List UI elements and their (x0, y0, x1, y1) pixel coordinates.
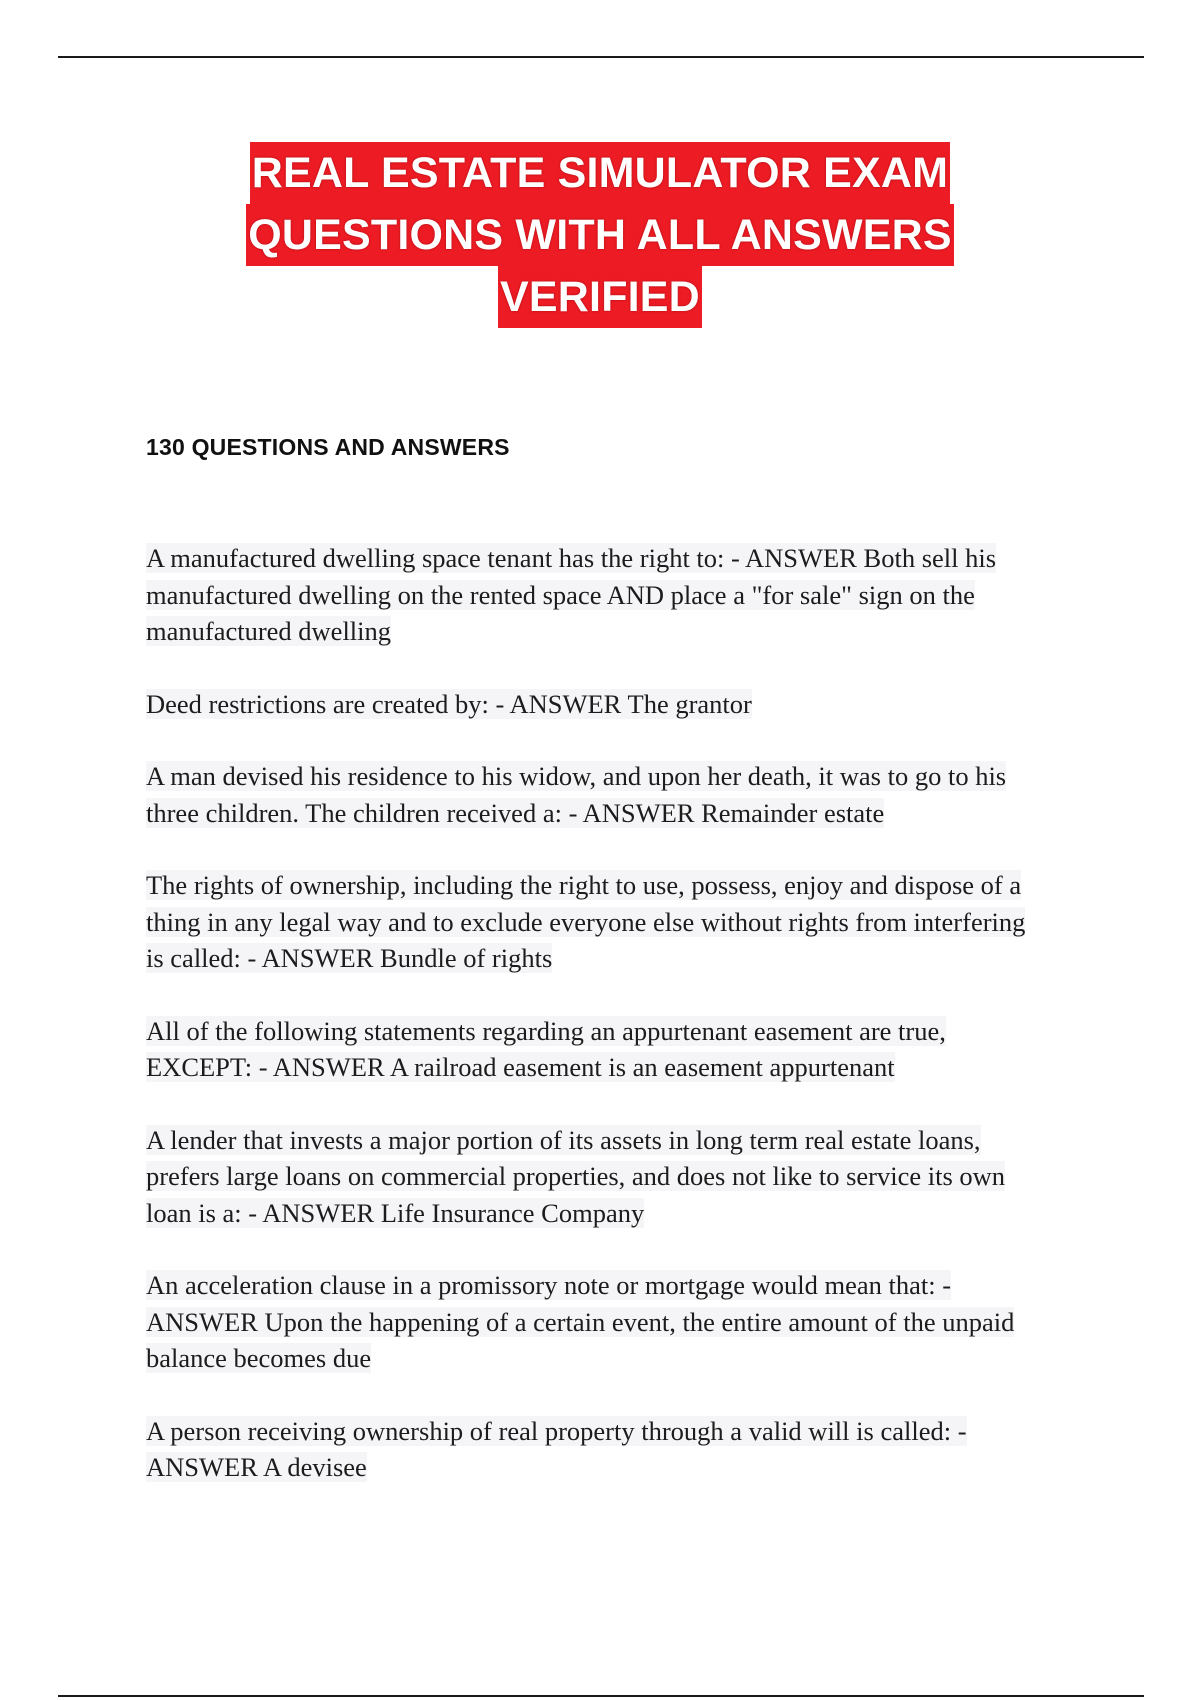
qa-item (146, 540, 1046, 650)
qa-item (146, 1013, 1046, 1086)
qa-item (146, 1267, 1046, 1377)
qa-item (146, 686, 1046, 723)
qa-text: All of the following statements regarding an appurtenant easement are true, EXCEPT: - ANSWER A railroad easement is an easement appurtenant (146, 1015, 946, 1082)
qa-text: Deed restrictions are created by: - ANSWER The grantor (146, 688, 752, 719)
qa-item (146, 867, 1046, 977)
qa-list (146, 540, 1046, 1522)
title-line-3: VERIFIED (498, 266, 702, 328)
title-line-1: REAL ESTATE SIMULATOR EXAM (250, 142, 950, 204)
qa-text: The rights of ownership, including the right to use, possess, enjoy and dispose of a thing in any legal way and to exclude everyone else without rights from interfering is called: - ANSWER Bundle of rights (146, 870, 1026, 973)
qa-text: A lender that invests a major portion of its assets in long term real estate loans, prefers large loans on commercial properties, and does not like to service its own loan is a: - ANSWER Life Insurance Company (146, 1124, 1006, 1228)
document-title (0, 142, 1200, 328)
section-subtitle: 130 QUESTIONS AND ANSWERS (146, 434, 510, 460)
title-line-2: QUESTIONS WITH ALL ANSWERS (246, 204, 954, 266)
bottom-rule (58, 1695, 1144, 1697)
qa-text: An acceleration clause in a promissory note or mortgage would mean that: - ANSWER Upon the happening of a certain event, the entire amount of the unpaid balance becomes due (146, 1270, 1015, 1373)
qa-item (146, 758, 1046, 831)
qa-text: A man devised his residence to his widow, and upon her death, it was to go to his three children. The children received a: - ANSWER Remainder estate (146, 761, 1007, 828)
qa-text: A person receiving ownership of real property through a valid will is called: - ANSWER A devisee (146, 1415, 967, 1482)
qa-item (146, 1122, 1046, 1232)
qa-text: A manufactured dwelling space tenant has the right to: - ANSWER Both sell his manufactured dwelling on the rented space AND place a "for sale" sign on the manufactured dwelling (146, 543, 997, 646)
top-rule (58, 56, 1144, 58)
qa-item (146, 1413, 1046, 1486)
